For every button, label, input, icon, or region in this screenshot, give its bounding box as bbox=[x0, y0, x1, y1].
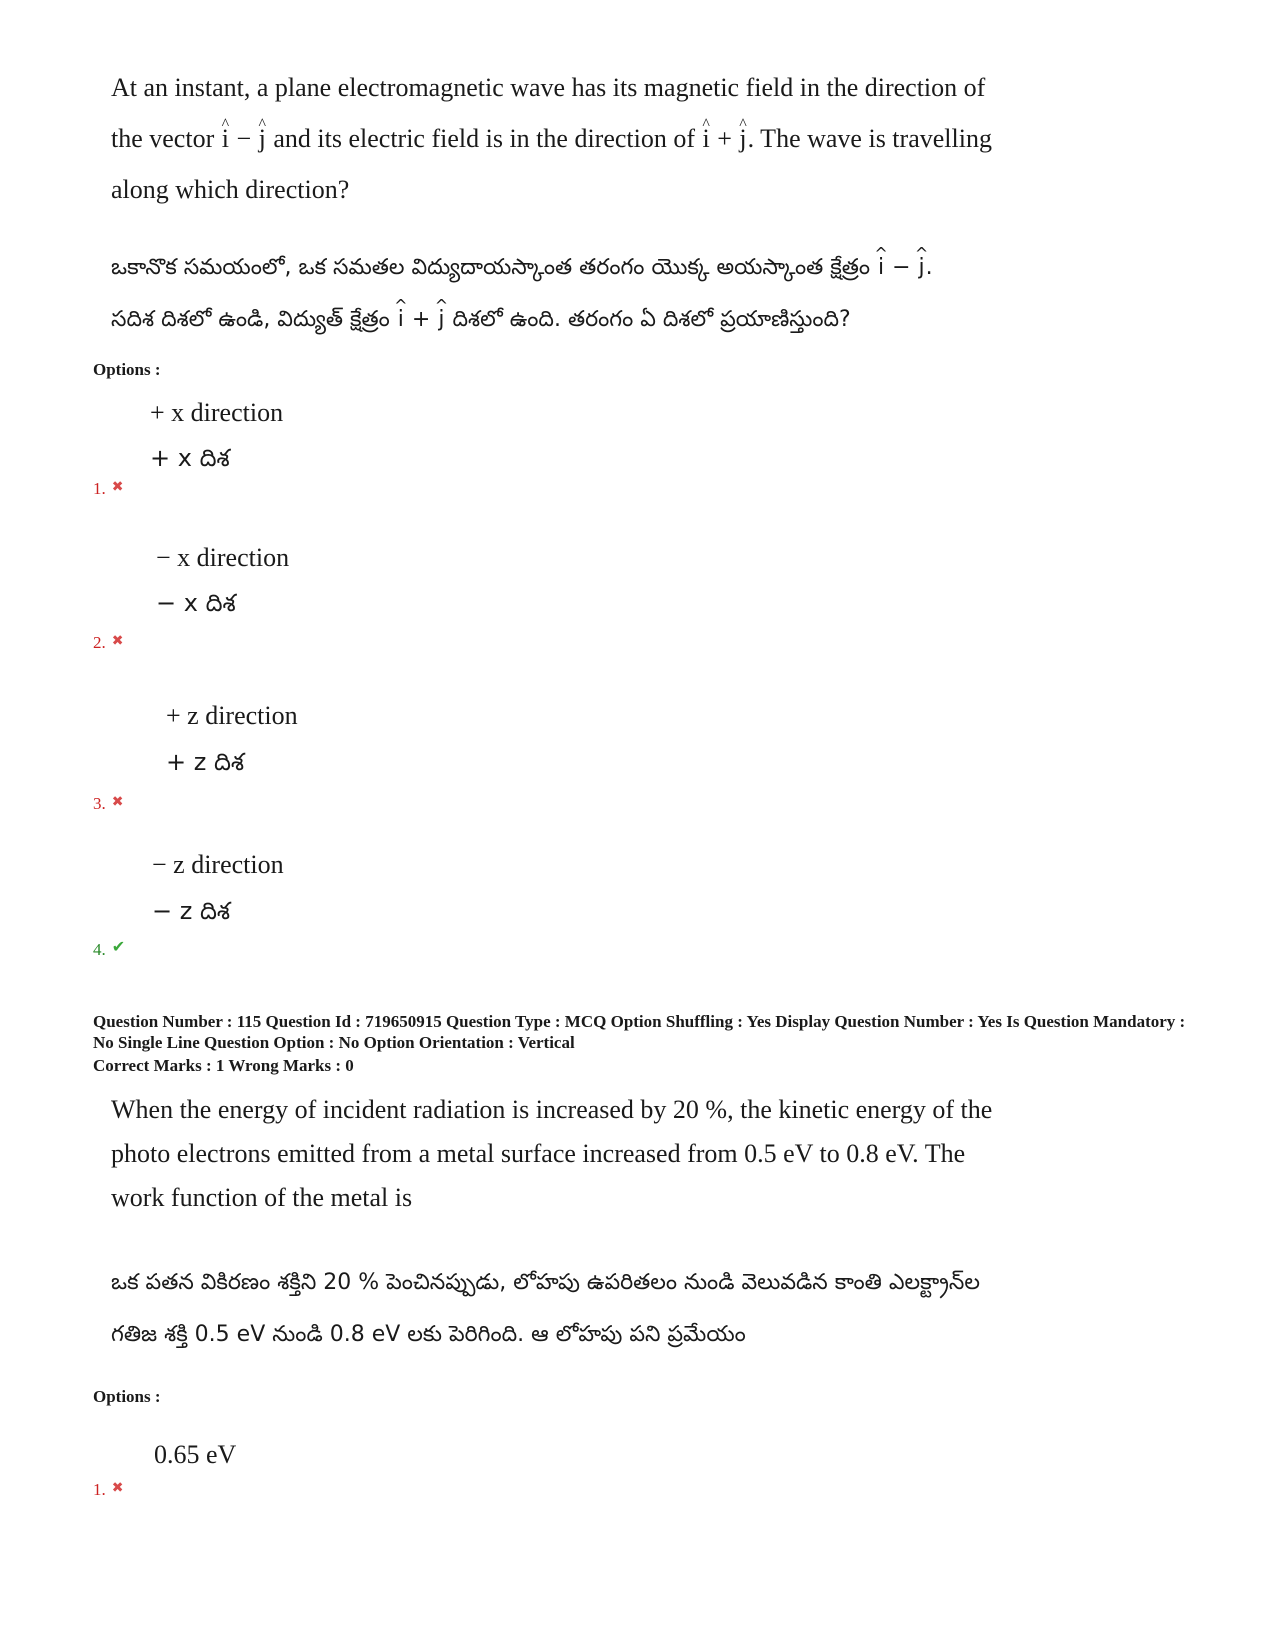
text-segment: photo electrons emitted from a metal surface increased from 0.5 eV to 0.8 eV. The bbox=[111, 1139, 966, 1168]
option-number bbox=[93, 477, 123, 499]
unit-vector: ^ i bbox=[221, 113, 230, 164]
option-number bbox=[93, 1478, 123, 1500]
question-115-marks: Correct Marks : 1 Wrong Marks : 0 bbox=[93, 1056, 354, 1075]
text-segment: + bbox=[710, 124, 739, 153]
text-segment: + bbox=[404, 307, 438, 332]
option-text-telugu: + x దిశ bbox=[150, 444, 230, 472]
options-label: Options : bbox=[93, 360, 161, 379]
option-number bbox=[93, 631, 123, 653]
option-text-english: − z direction bbox=[152, 850, 284, 879]
checkmark-icon: ✔ bbox=[111, 937, 126, 956]
option-text-telugu: − x దిశ bbox=[156, 589, 236, 617]
text-segment: దిశలో ఉంది. తరంగం ఏ దిశలో ప్రయాణిస్తుంది? bbox=[445, 307, 851, 332]
cross-icon: ✖ bbox=[111, 479, 124, 495]
text-segment: ఒకానొక సమయంలో, ఒక సమతల విద్యుదాయస్కాంత తరంగం యొక్క అయస్కాంత క్షేత్రం bbox=[111, 255, 877, 280]
text-segment: along which direction? bbox=[111, 175, 350, 204]
option-number-label: 1. bbox=[93, 1480, 106, 1499]
options-label: Options : bbox=[93, 1387, 161, 1406]
text-segment: − bbox=[885, 255, 918, 280]
text-line bbox=[111, 242, 1051, 294]
cross-icon: ✖ bbox=[111, 794, 124, 810]
text-line bbox=[111, 1309, 1051, 1361]
question-114-english bbox=[111, 62, 1051, 215]
text-line bbox=[111, 1132, 1051, 1176]
text-line bbox=[111, 1257, 1051, 1309]
option-number bbox=[93, 937, 125, 960]
text-segment: ఒక పతన వికిరణం శక్తిని 20 % పెంచినప్పుడు, లోహపు ఉపరితలం నుండి వెలువడిన కాంతి ఎలక్ట్రాన్‌ల bbox=[111, 1270, 980, 1295]
text-line bbox=[111, 1176, 1051, 1220]
question-115-telugu bbox=[111, 1257, 1051, 1361]
text-segment: గతిజ శక్తి 0.5 eV నుండి 0.8 eV లకు పెరిగింది. ఆ లోహపు పని ప్రమేయం bbox=[111, 1322, 746, 1347]
text-segment: work function of the metal is bbox=[111, 1183, 413, 1212]
text-line bbox=[111, 113, 1051, 164]
option-text-english: 0.65 eV bbox=[154, 1440, 237, 1469]
question-115-metadata: Question Number : 115 Question Id : 719650915 Question Type : MCQ Option Shuffling : Yes Display Question Number : Yes Is Question Mandatory : No Single Line Question Option : No Option Orientation : Vertical bbox=[93, 1012, 1186, 1052]
text-line bbox=[111, 62, 1051, 113]
unit-vector: ^ i bbox=[877, 242, 885, 294]
option-number-label: 4. bbox=[93, 940, 106, 959]
text-line bbox=[111, 1088, 1051, 1132]
question-114-telugu bbox=[111, 242, 1051, 346]
unit-vector: ^ j bbox=[437, 294, 445, 346]
option-number-label: 2. bbox=[93, 633, 106, 652]
option-text-telugu: + z దిశ bbox=[166, 748, 245, 776]
text-line bbox=[111, 164, 1051, 215]
unit-vector: ^ j bbox=[258, 113, 267, 164]
unit-vector: ^ j bbox=[918, 242, 926, 294]
text-segment: సదిశ దిశలో ఉండి, విద్యుత్ క్షేత్రం bbox=[111, 307, 397, 332]
option-text-english: + x direction bbox=[150, 398, 284, 427]
option-text-english: + z direction bbox=[166, 701, 298, 730]
text-segment: At an instant, a plane electromagnetic wave has its magnetic field in the direction of bbox=[111, 73, 986, 102]
text-line bbox=[111, 294, 1051, 346]
option-text-english: − x direction bbox=[156, 543, 290, 572]
cross-icon: ✖ bbox=[111, 1480, 124, 1496]
text-segment: − bbox=[229, 124, 258, 153]
text-segment: . bbox=[925, 255, 933, 280]
option-number-label: 1. bbox=[93, 479, 106, 498]
text-segment: the vector bbox=[111, 124, 221, 153]
unit-vector: ^ i bbox=[702, 113, 711, 164]
option-number bbox=[93, 792, 123, 814]
option-text-telugu: − z దిశ bbox=[152, 897, 231, 925]
text-segment: When the energy of incident radiation is increased by 20 %, the kinetic energy of the bbox=[111, 1095, 993, 1124]
text-segment: . The wave is travelling bbox=[747, 124, 992, 153]
cross-icon: ✖ bbox=[111, 633, 124, 649]
text-segment: and its electric field is in the direction of bbox=[266, 124, 702, 153]
unit-vector: ^ j bbox=[738, 113, 747, 164]
option-number-label: 3. bbox=[93, 794, 106, 813]
question-115-english bbox=[111, 1088, 1051, 1220]
unit-vector: ^ i bbox=[397, 294, 405, 346]
